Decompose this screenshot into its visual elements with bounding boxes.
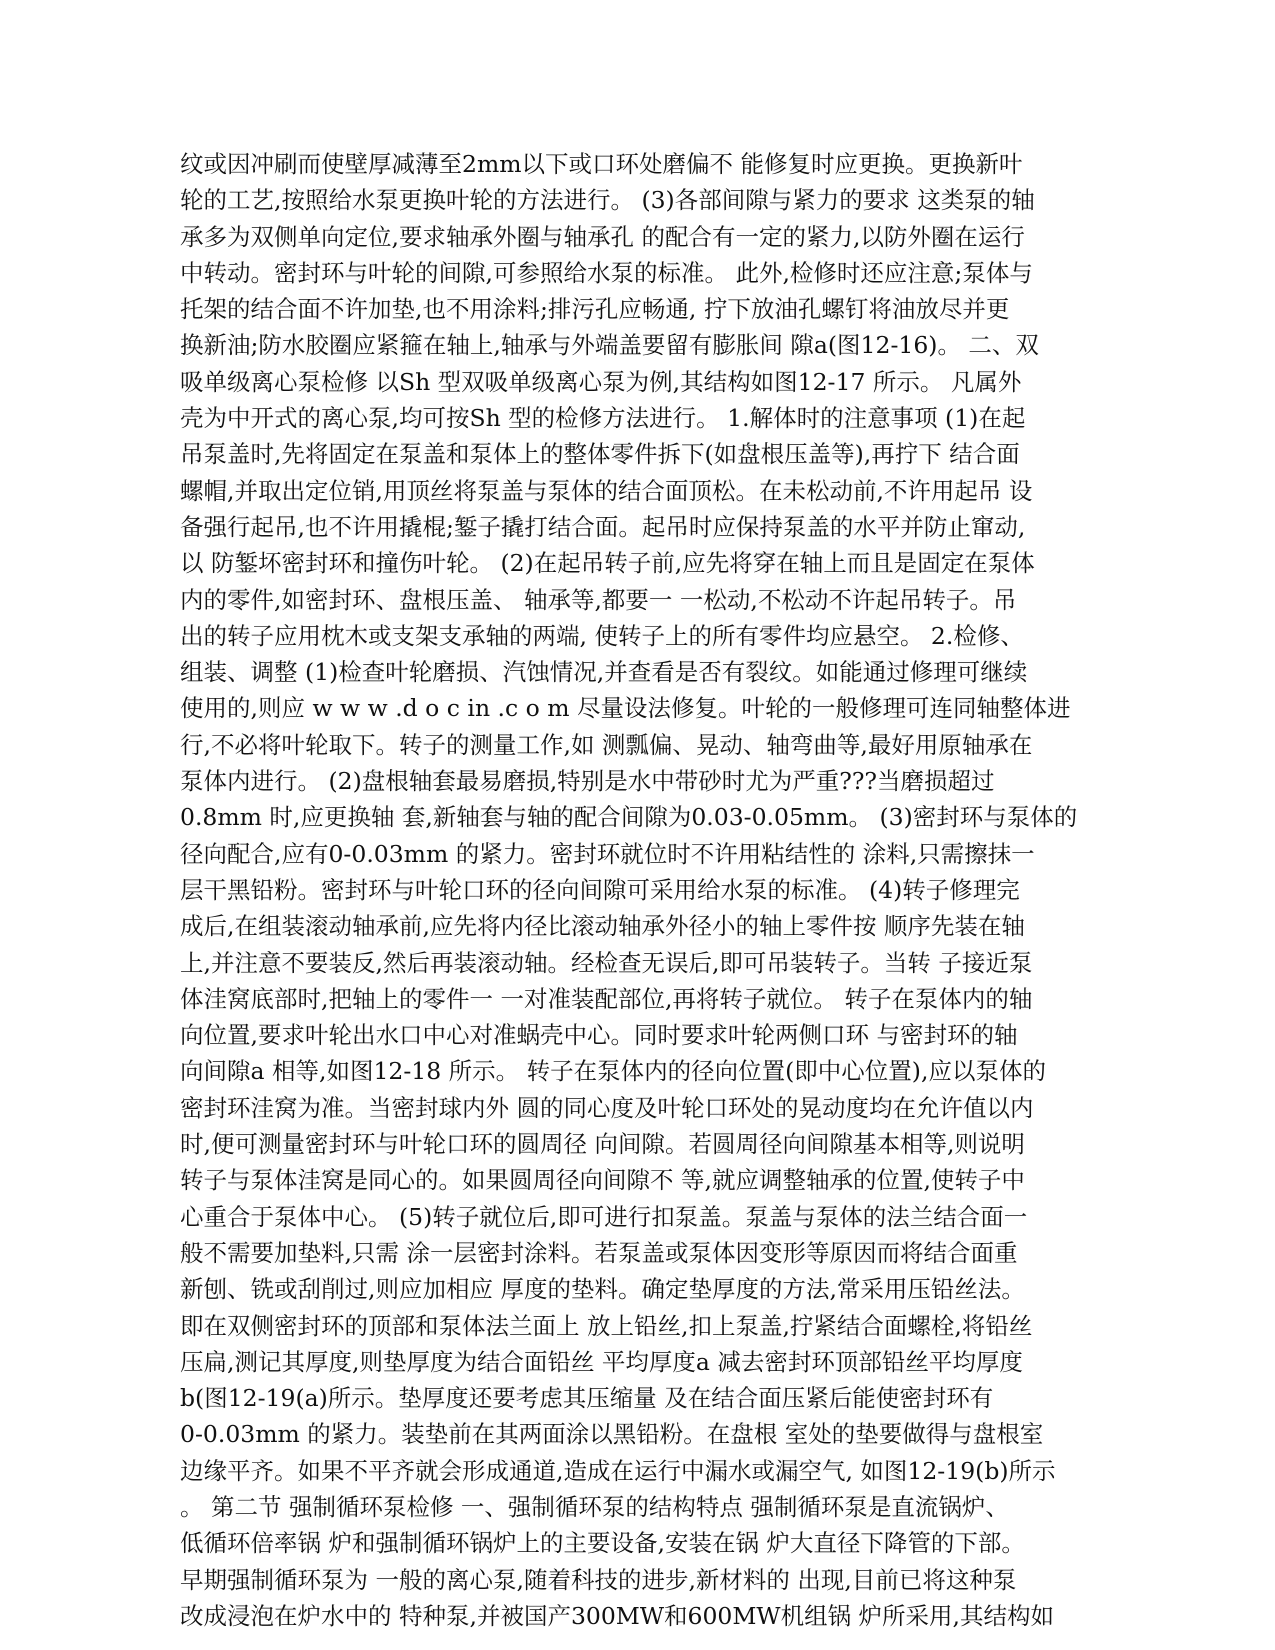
text-line: 螺帽,并取出定位销,用顶丝将泵盖与泵体的结合面顶松。在未松动前,不许用起吊 设 [180, 476, 1033, 505]
text-line: 使用的,则应 w w w .d o c in .c o m 尽量设法修复。叶轮的一般修理可连同轴整体进 [180, 694, 1071, 723]
text-line: 压扁,测记其厚度,则垫厚度为结合面铅丝 平均厚度a 减去密封环顶部铅丝平均厚度 [180, 1347, 1023, 1376]
text-line: 时,便可测量密封环与叶轮口环的圆周径 向间隙。若圆周径向间隙基本相等,则说明 [180, 1130, 1025, 1159]
text-line: 新刨、铣或刮削过,则应加相应 厚度的垫料。确定垫厚度的方法,常采用压铅丝法。 [180, 1275, 1025, 1304]
text-line: 层干黑铅粉。密封环与叶轮口环的径向间隙可采用给水泵的标准。 (4)转子修理完 [180, 875, 1020, 904]
text-line: 组装、调整 (1)检查叶轮磨损、汽蚀情况,并查看是否有裂纹。如能通过修理可继续 [180, 658, 1028, 687]
text-line: 低循环倍率锅 炉和强制循环锅炉上的主要设备,安装在锅 炉大直径下降管的下部。 [180, 1529, 1025, 1558]
text-line: 体洼窝底部时,把轴上的零件一 一对准装配部位,再将转子就位。 转子在泵体内的轴 [180, 984, 1033, 1013]
text-line: 。 第二节 强制循环泵检修 一、强制循环泵的结构特点 强制循环泵是直流锅炉、 [180, 1492, 1009, 1521]
text-line: 边缘平齐。如果不平齐就会形成通道,造成在运行中漏水或漏空气, 如图12-19(b)所示 [180, 1456, 1056, 1485]
text-line: 承多为双侧单向定位,要求轴承外圈与轴承孔 的配合有一定的紧力,以防外圈在运行 [180, 222, 1025, 251]
text-line: 托架的结合面不许加垫,也不用涂料;排污孔应畅通, 拧下放油孔螺钉将油放尽并更 [180, 295, 1010, 324]
text-line: 换新油;防水胶圈应紧箍在轴上,轴承与外端盖要留有膨胀间 隙a(图12-16)。 二、双 [180, 331, 1039, 360]
text-line: 向间隙a 相等,如图12-18 所示。 转子在泵体内的径向位置(即中心位置),应以泵体的 [180, 1057, 1046, 1086]
text-line: 出的转子应用枕木或支架支承轴的两端, 使转子上的所有零件均应悬空。 2.检修、 [180, 621, 1024, 650]
text-line: 径向配合,应有0-0.03mm 的紧力。密封环就位时不许用粘结性的 涂料,只需擦抹一 [180, 839, 1035, 868]
text-line: 成后,在组装滚动轴承前,应先将内径比滚动轴承外径小的轴上零件按 顺序先装在轴 [180, 912, 1025, 941]
text-line: 向位置,要求叶轮出水口中心对准蜗壳中心。同时要求叶轮两侧口环 与密封环的轴 [180, 1021, 1018, 1050]
text-line: 密封环洼窝为准。当密封球内外 圆的同心度及叶轮口环处的晃动度均在允许值以内 [180, 1093, 1034, 1122]
text-line: 0-0.03mm 的紧力。装垫前在其两面涂以黑铅粉。在盘根 室处的垫要做得与盘根室 [180, 1420, 1044, 1449]
text-line: 转子与泵体洼窝是同心的。如果圆周径向间隙不 等,就应调整轴承的位置,使转子中 [180, 1166, 1025, 1195]
text-line: 早期强制循环泵为 一般的离心泵,随着科技的进步,新材料的 出现,目前已将这种泵 [180, 1565, 1017, 1594]
text-line: 轮的工艺,按照给水泵更换叶轮的方法进行。 (3)各部间隙与紧力的要求 这类泵的轴 [180, 186, 1035, 215]
text-line: 即在双侧密封环的顶部和泵体法兰面上 放上铅丝,扣上泵盖,拧紧结合面螺栓,将铅丝 [180, 1311, 1033, 1340]
text-line: 泵体内进行。 (2)盘根轴套最易磨损,特别是水中带砂时尤为严重???当磨损超过 [180, 767, 995, 796]
text-line: 吸单级离心泵检修 以Sh 型双吸单级离心泵为例,其结构如图12-17 所示。 凡属外 [180, 367, 1022, 396]
text-line: 上,并注意不要装反,然后再装滚动轴。经检查无误后,即可吊装转子。当转 子接近泵 [180, 948, 1033, 977]
body-text [180, 146, 1100, 1634]
text-line: 纹或因冲刷而使壁厚减薄至2mm以下或口环处磨偏不 能修复时应更换。更换新叶 [180, 150, 1023, 178]
text-line: 备强行起吊,也不许用撬棍;錾子撬打结合面。起吊时应保持泵盖的水平并防止窜动, [180, 512, 1026, 541]
text-line: 改成浸泡在炉水中的 特种泵,并被国产300MW和600MW机组锅 炉所采用,其结构如 [180, 1601, 1055, 1630]
text-line: 内的零件,如密封环、盘根压盖、 轴承等,都要一 一松动,不松动不许起吊转子。吊 [180, 585, 1017, 614]
text-line: 般不需要加垫料,只需 涂一层密封涂料。若泵盖或泵体因变形等原因而将结合面重 [180, 1238, 1018, 1267]
text-line: 吊泵盖时,先将固定在泵盖和泵体上的整体零件拆下(如盘根压盖等),再拧下 结合面 [180, 440, 1020, 469]
text-line: 壳为中开式的离心泵,均可按Sh 型的检修方法进行。 1.解体时的注意事项 (1)在起 [180, 404, 1026, 433]
text-line: 心重合于泵体中心。 (5)转子就位后,即可进行扣泵盖。泵盖与泵体的法兰结合面一 [180, 1202, 1028, 1231]
text-line: 以 防錾坏密封环和撞伤叶轮。 (2)在起吊转子前,应先将穿在轴上而且是固定在泵体 [180, 549, 1035, 578]
text-line: 0.8mm 时,应更换轴 套,新轴套与轴的配合间隙为0.03-0.05mm。 (3)密封环与泵体的 [180, 803, 1078, 832]
text-line: 行,不必将叶轮取下。转子的测量工作,如 测瓢偏、晃动、轴弯曲等,最好用原轴承在 [180, 730, 1033, 759]
text-line: 中转动。密封环与叶轮的间隙,可参照给水泵的标准。 此外,检修时还应注意;泵体与 [180, 258, 1033, 287]
text-line: b(图12-19(a)所示。垫厚度还要考虑其压缩量 及在结合面压紧后能使密封环有 [180, 1384, 994, 1413]
